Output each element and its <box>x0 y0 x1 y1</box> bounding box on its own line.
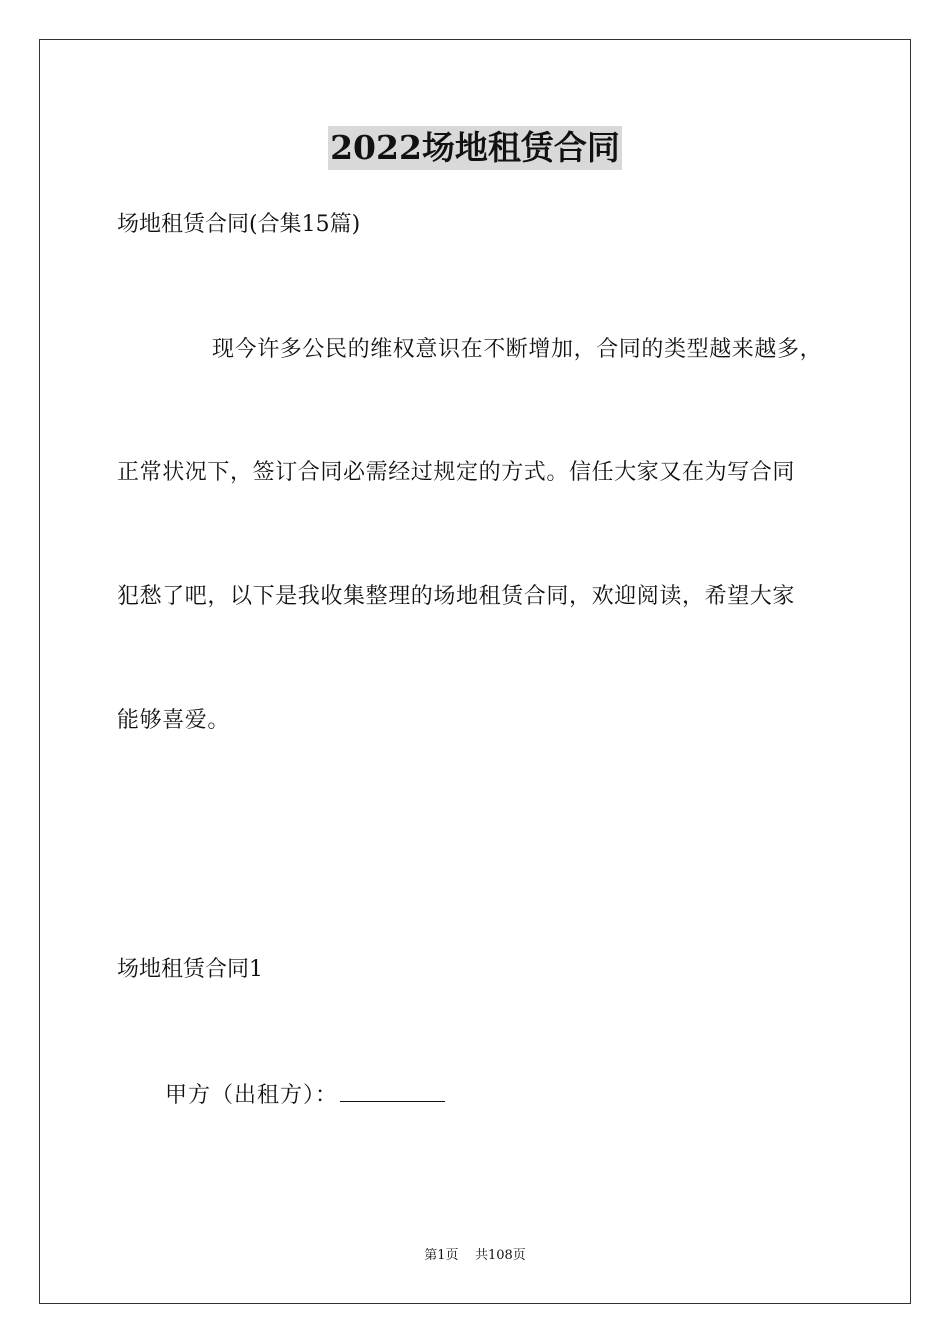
party-a-row <box>165 1081 445 1111</box>
paragraph-line-4: 能够喜爱。 <box>117 708 231 733</box>
section-heading: 场地租赁合同1 <box>117 957 263 982</box>
party-a-label: 甲方（出租方）： <box>165 1083 339 1108</box>
party-a-blank-line[interactable] <box>340 1081 445 1102</box>
document-subtitle: 场地租赁合同(合集15篇) <box>117 212 361 237</box>
paragraph-line-2: 正常状况下，签订合同必需经过规定的方式。信任大家又在为写合同 <box>117 460 796 485</box>
title-container <box>0 126 950 170</box>
page-footer: 第1页 共108页 <box>424 1248 526 1263</box>
document-title: 2022场地租赁合同 <box>328 126 622 170</box>
paragraph-line-1: 现今许多公民的维权意识在不断增加，合同的类型越来越多， <box>212 337 823 362</box>
paragraph-line-3: 犯愁了吧，以下是我收集整理的场地租赁合同，欢迎阅读，希望大家 <box>117 584 796 609</box>
